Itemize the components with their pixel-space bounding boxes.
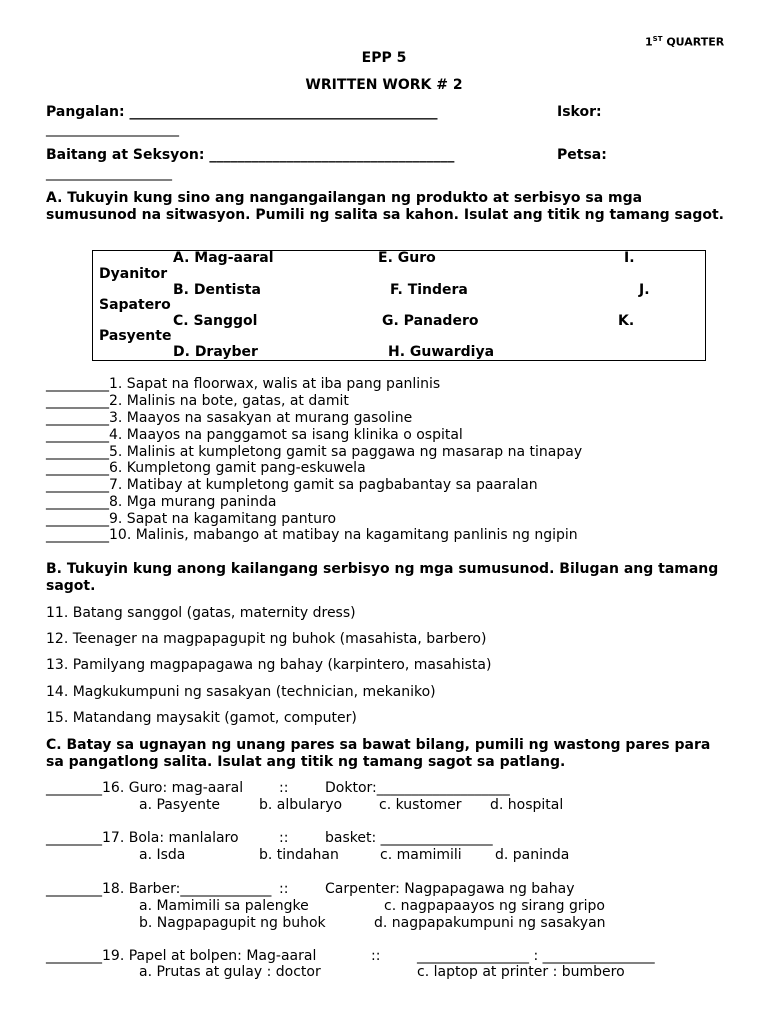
grade-section-field[interactable]: Baitang at Seksyon: ___________________________________ — [46, 147, 455, 163]
choice-k: K. — [618, 313, 635, 329]
item-18-choice-b: b. Nagpapagupit ng buhok — [139, 915, 326, 931]
item-18-right: Carpenter: Nagpapagawa ng bahay — [325, 881, 575, 897]
item-12[interactable]: 12. Teenager na magpapagupit ng buhok (masahista, barbero) — [46, 631, 487, 647]
item-16-choice-a: a. Pasyente — [139, 797, 221, 813]
item-1[interactable]: _________1. Sapat na floorwax, walis at iba pang panlinis — [46, 376, 441, 392]
choice-j-text: Sapatero — [99, 297, 171, 313]
item-19-right: ________________ : ________________ — [417, 948, 655, 964]
date-field[interactable]: __________________ — [46, 165, 172, 181]
item-17-choice-c: c. mamimili — [380, 847, 462, 863]
item-16-stem[interactable]: ________16. Guro: mag-aaral — [46, 780, 244, 796]
item-16-right: Doktor:___________________ — [325, 780, 510, 796]
item-6[interactable]: _________6. Kumpletong gamit pang-eskuwela — [46, 460, 366, 476]
choice-a: A. Mag-aaral — [173, 250, 274, 266]
item-18-stem[interactable]: ________18. Barber:_____________ — [46, 881, 272, 897]
choice-i: I. — [624, 250, 635, 266]
score-field[interactable]: ___________________ — [46, 121, 179, 137]
item-17-choice-b: b. tindahan — [259, 847, 339, 863]
choice-k-text: Pasyente — [99, 328, 172, 344]
item-18-choice-c: c. nagpapaayos ng sirang gripo — [384, 898, 605, 914]
item-9[interactable]: _________9. Sapat na kagamitang panturo — [46, 511, 337, 527]
item-4[interactable]: _________4. Maayos na panggamot sa isang klinika o ospital — [46, 427, 463, 443]
item-17-separator: :: — [279, 830, 289, 846]
name-field[interactable]: Pangalan: ____________________________________________ — [46, 104, 438, 120]
item-17-stem[interactable]: ________17. Bola: manlalaro — [46, 830, 239, 846]
choice-e: E. Guro — [378, 250, 436, 266]
item-17-choice-d: d. paninda — [495, 847, 570, 863]
item-18-separator: :: — [279, 881, 289, 897]
choice-d: D. Drayber — [173, 344, 258, 360]
item-15[interactable]: 15. Matandang maysakit (gamot, computer) — [46, 710, 357, 726]
item-13[interactable]: 13. Pamilyang magpapagawa ng bahay (karpintero, masahista) — [46, 657, 492, 673]
choice-j: J. — [639, 282, 650, 298]
choice-c: C. Sanggol — [173, 313, 258, 329]
choice-f: F. Tindera — [390, 282, 468, 298]
item-16-separator: :: — [279, 780, 289, 796]
choice-i-text: Dyanitor — [99, 266, 168, 282]
section-a-instruction: A. Tukuyin kung sino ang nangangailangan ng produkto at serbisyo sa mga sumusunod na sitwasyon. Pumili ng salita sa kahon. Isulat ang titik ng tamang sagot. — [46, 190, 724, 223]
item-19-stem[interactable]: ________19. Papel at bolpen: Mag-aaral — [46, 948, 317, 964]
item-19-choice-c: c. laptop at printer : bumbero — [417, 964, 625, 980]
item-17-choice-a: a. Isda — [139, 847, 186, 863]
item-5[interactable]: _________5. Malinis at kumpletong gamit sa paggawa ng masarap na tinapay — [46, 444, 583, 460]
item-18-choice-a: a. Mamimili sa palengke — [139, 898, 309, 914]
section-c-instruction: C. Batay sa ugnayan ng unang pares sa bawat bilang, pumili ng wastong pares para sa pangatlong salita. Isulat ang titik ng tamang sagot sa patlang. — [46, 737, 711, 770]
item-3[interactable]: _________3. Maayos na sasakyan at murang gasoline — [46, 410, 413, 426]
date-label: Petsa: — [557, 147, 607, 163]
item-16-choice-c: c. kustomer — [379, 797, 462, 813]
item-19-separator: :: — [371, 948, 381, 964]
score-label: Iskor: — [557, 104, 602, 120]
item-8[interactable]: _________8. Mga murang paninda — [46, 494, 277, 510]
item-7[interactable]: _________7. Matibay at kumpletong gamit sa pagbabantay sa paaralan — [46, 477, 538, 493]
item-2[interactable]: _________2. Malinis na bote, gatas, at damit — [46, 393, 349, 409]
item-11[interactable]: 11. Batang sanggol (gatas, maternity dress) — [46, 605, 356, 621]
item-16-choice-d: d. hospital — [490, 797, 564, 813]
choice-b: B. Dentista — [173, 282, 261, 298]
subject-title: EPP 5 — [361, 50, 407, 66]
item-18-choice-d: d. nagpapakumpuni ng sasakyan — [374, 915, 606, 931]
quarter-label: 1ST QUARTER — [645, 35, 725, 49]
section-b-instruction: B. Tukuyin kung anong kailangang serbisyo ng mga sumusunod. Bilugan ang tamang sagot. — [46, 561, 719, 594]
item-10[interactable]: _________10. Malinis, mabango at matibay na kagamitang panlinis ng ngipin — [46, 527, 578, 543]
item-19-choice-a: a. Prutas at gulay : doctor — [139, 964, 321, 980]
choice-h: H. Guwardiya — [388, 344, 495, 360]
work-title: WRITTEN WORK # 2 — [305, 77, 463, 93]
item-16-choice-b: b. albularyo — [259, 797, 343, 813]
item-14[interactable]: 14. Magkukumpuni ng sasakyan (technician, mekaniko) — [46, 684, 436, 700]
choice-g: G. Panadero — [382, 313, 479, 329]
item-17-right: basket: ________________ — [325, 830, 493, 846]
